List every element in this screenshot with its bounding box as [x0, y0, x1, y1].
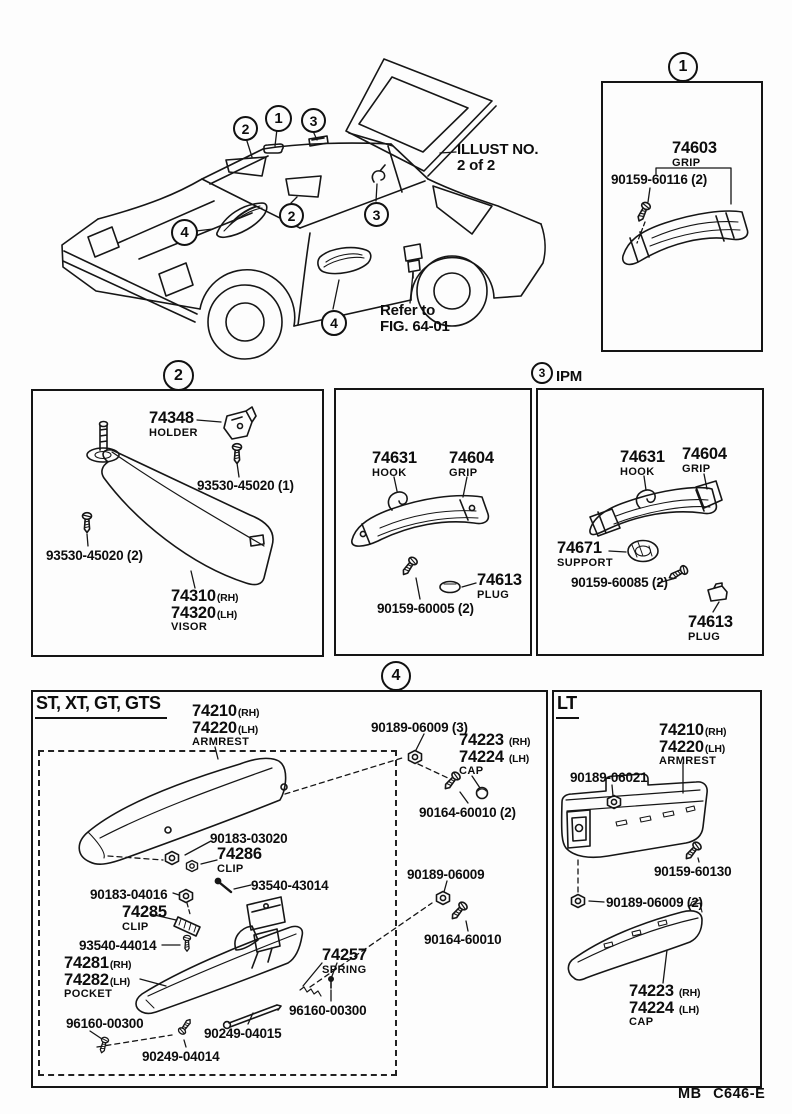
box4-rod-code: 90249-04015: [204, 1026, 282, 1041]
box4-spring-label: 74257 SPRING: [322, 946, 367, 976]
box4-nut-mid-code: 90189-06009: [407, 867, 485, 882]
lt-nut-top-code: 90189-06021: [570, 770, 648, 785]
document-code: MB C646-E: [678, 1086, 766, 1102]
refer-note: Refer to FIG. 64-01: [380, 302, 450, 335]
box2-holder-label: 74348 HOLDER: [149, 409, 198, 439]
lt-armrest-label: 74210 (RH) 74220 (LH) ARMREST: [659, 721, 727, 767]
headlight-right: [159, 263, 193, 296]
ipm-plug-label: 74613 PLUG: [688, 613, 733, 643]
box4-screw-l-code: 96160-00300: [66, 1016, 144, 1031]
ipm-grip-label: 74604 GRIP: [682, 445, 727, 475]
box4-screw-r-code: 96160-00300: [289, 1003, 367, 1018]
box4-pin1-code: 93540-43014: [251, 878, 329, 893]
box-lt-header: LT: [556, 693, 579, 719]
box1-border: [601, 81, 763, 352]
callout-1-roof: 1: [265, 105, 292, 132]
headlight-left: [88, 227, 119, 257]
ipm-variant-label: IPM: [556, 368, 583, 385]
box2-visor-label: 74310 (RH) 74320 (LH) VISOR: [171, 587, 239, 633]
callout-4-door: 4: [321, 310, 347, 336]
callout-3-roof: 3: [301, 108, 326, 133]
box4-armrest-label: 74210 (RH) 74220 (LH) ARMREST: [192, 702, 260, 748]
callout-box4: 4: [381, 661, 411, 691]
box4-screw-mid-code: 90164-60010: [424, 932, 502, 947]
box4-cap-label: 74223 (RH) 74224 (LH) CAP: [459, 731, 531, 777]
ipm-support-label: 74671 SUPPORT: [557, 539, 613, 569]
box1-screw-code: 90159-60116 (2): [611, 172, 708, 187]
box4-screw2-code: 90164-60010 (2): [419, 805, 516, 820]
callout-2-roof: 2: [233, 116, 258, 141]
callout-box2: 2: [163, 360, 194, 391]
illust-note: ILLUST NO. 2 of 2: [457, 141, 539, 174]
lt-nut-bottom-code: 90189-06009 (2): [606, 895, 703, 910]
box4-clip2-label: 74285 CLIP: [122, 903, 167, 933]
box4-pin2-code: 93540-44014: [79, 938, 157, 953]
box4-screw-b-code: 90249-04014: [142, 1049, 220, 1064]
car-illustration: [62, 59, 545, 359]
seat-armrest-part: [217, 203, 267, 237]
box3-grip-label: 74604 GRIP: [449, 449, 494, 479]
box4-clip1-label: 74286 CLIP: [217, 845, 262, 875]
lt-cap-label: 74223 (RH) 74224 (LH) CAP: [629, 982, 701, 1028]
door-armrest-part: [318, 248, 371, 274]
box1-grip-label: 74603 GRIP: [672, 139, 717, 169]
lt-screw-side-code: 90159-60130: [654, 864, 732, 879]
box3-hook-label: 74631 HOOK: [372, 449, 417, 479]
box2-screw2-code: 93530-45020 (2): [46, 548, 143, 563]
ipm-screw-code: 90159-60085 (2): [571, 575, 668, 590]
box4-nut3-code: 90189-06009 (3): [371, 720, 468, 735]
box3-plug-label: 74613 PLUG: [477, 571, 522, 601]
callout-box-ipm: 3: [531, 362, 553, 384]
box-lt-border: [552, 690, 762, 1088]
ipm-hook-label: 74631 HOOK: [620, 448, 665, 478]
callout-3-pillar: 3: [364, 202, 389, 227]
box4-header: ST, XT, GT, GTS: [35, 693, 167, 719]
box4-clip-screw-code: 90183-03020: [210, 831, 288, 846]
box4-pocket-label: 74281 (RH) 74282 (LH) POCKET: [64, 954, 132, 1000]
callout-4-seat: 4: [171, 219, 198, 246]
box2-screw1-code: 93530-45020 (1): [197, 478, 294, 493]
visor-part-b: [286, 176, 321, 197]
box4-nut1-code: 90183-04016: [90, 887, 168, 902]
box3-screw-code: 90159-60005 (2): [377, 601, 474, 616]
hook-part: [372, 165, 385, 182]
callout-2-visor: 2: [279, 203, 304, 228]
callout-box1: 1: [668, 52, 698, 82]
